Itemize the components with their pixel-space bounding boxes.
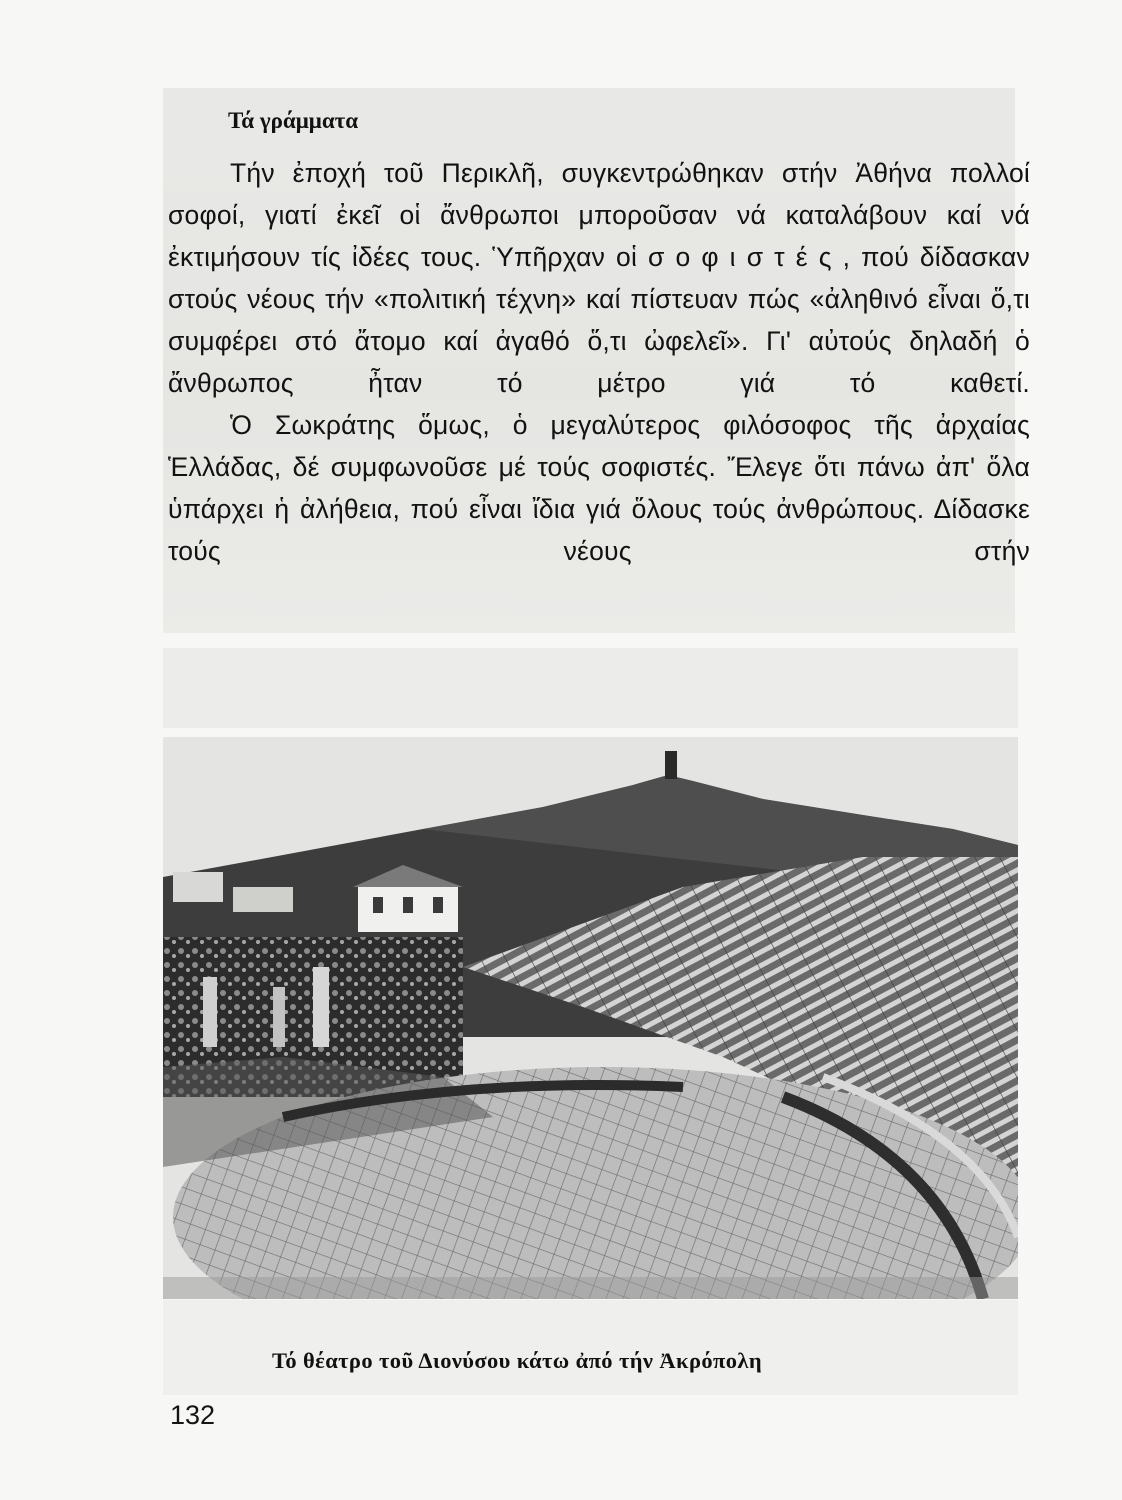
body-text [168, 152, 1030, 572]
figure-caption: Τό θέατρο τοῦ Διονύσου κάτω ἀπό τήν Ἀκρόπολη [272, 1348, 763, 1373]
bleed-through-strip [163, 648, 1018, 728]
paragraph-2: Ὁ Σωκράτης ὅμως, ὁ μεγαλύτερος φιλόσοφος τῆς ἀρχαίας Ἑλλάδας, δέ συμφωνοῦσε μέ τούς σοφιστές. Ἔλεγε ὅτι πάνω ἀπ' ὅλα ὑπάρχει ἡ ἀλήθεια, πού εἶναι ἴδια γιά ὅλους τούς ἀνθρώπους. Δίδασκε τούς νέους στήν [168, 410, 1030, 566]
theatre-photo [163, 737, 1018, 1299]
section-heading: Τά γράμματα [228, 108, 359, 133]
paragraph-1: Τήν ἐποχή τοῦ Περικλῆ, συγκεντρώθηκαν στήν Ἀθήνα πολλοί σοφοί, γιατί ἐκεῖ οἱ ἄνθρωποι μποροῦσαν νά καταλάβουν καί νά ἐκτιμήσουν τίς ἰδέες τους. Ὑπῆρχαν οἱ σ ο φ ι σ τ έ ς , πού δίδασκαν στούς νέους τήν «πολιτική τέχνη» καί πίστευαν πώς «ἀληθινό εἶναι ὅ,τι συμφέρει στό ἄτομο καί ἀγαθό ὅ,τι ὠφελεῖ». Γι' αὐτούς δηλαδή ὁ ἄνθρωπος ἦταν τό μέτρο γιά τό καθετί. [168, 158, 1030, 398]
page-number: 132 [170, 1400, 216, 1430]
